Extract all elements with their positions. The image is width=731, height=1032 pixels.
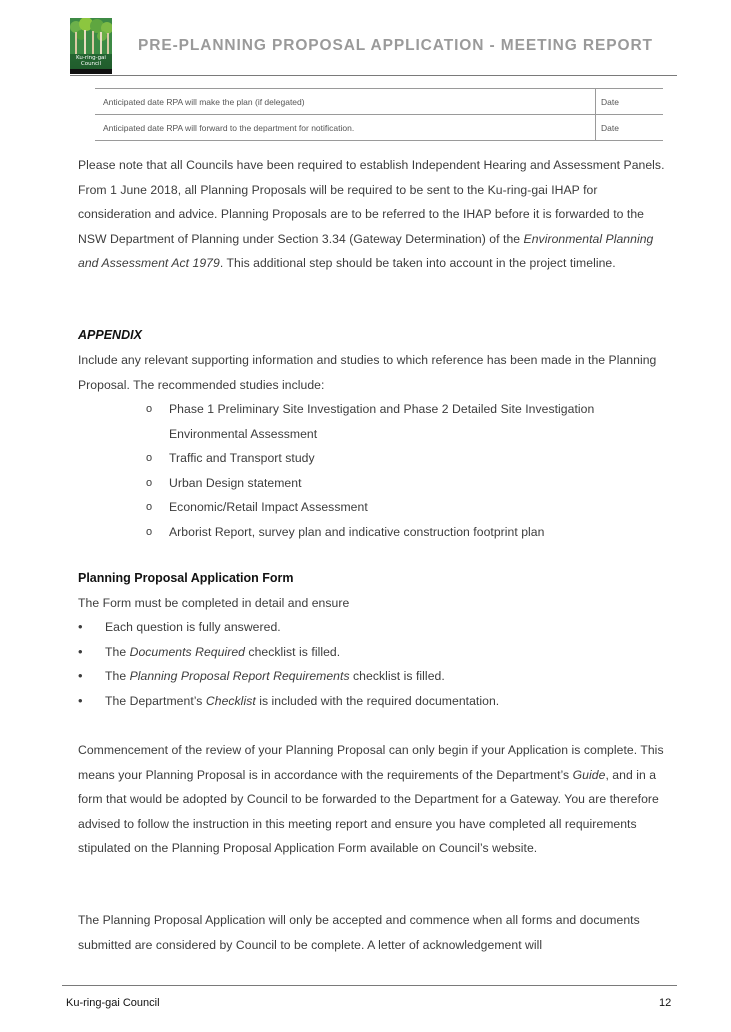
form-section-intro: The Form must be completed in detail and ensure: [78, 596, 350, 610]
council-logo: [70, 18, 112, 74]
table-row: [95, 89, 663, 115]
table-row: [95, 115, 663, 141]
page-header-title: PRE-PLANNING PROPOSAL APPLICATION - MEETING REPORT: [138, 37, 653, 54]
form-section-heading: Planning Proposal Application Form: [78, 571, 294, 585]
footer-divider: [62, 985, 677, 986]
circle-bullet-icon: o: [146, 501, 153, 513]
logo-text: Ku-ring-gai Council: [76, 55, 106, 67]
list-item: o Economic/Retail Impact Assessment: [146, 495, 666, 520]
table-cell-value: Date: [596, 89, 664, 115]
table-cell-label: Anticipated date RPA will forward to the department for notification.: [95, 115, 596, 141]
table-cell-value: Date: [596, 115, 664, 141]
bullet-icon: •: [78, 692, 83, 708]
circle-bullet-icon: o: [146, 403, 153, 415]
table-cell-label: Anticipated date RPA will make the plan (if delegated): [95, 89, 596, 115]
logo-base-bar: [70, 69, 112, 74]
circle-bullet-icon: o: [146, 452, 153, 464]
act-title: Environmental Planning and Assessment Act 1979: [78, 231, 654, 270]
appendix-intro: Include any relevant supporting information and studies to which reference has been made in the Planning Proposal. The recommended studies include:: [78, 353, 657, 392]
bullet-icon: •: [78, 619, 83, 634]
bullet-icon: •: [78, 668, 83, 683]
commencement-paragraph: Commencement of the review of your Planning Proposal can only begin if your Application is complete. This means your Planning Proposal is in accordance with the requirements of the Department’s Guide, and in a form that would be adopted by Council to be forwarded to the Department for a Gateway. You are therefore advised to follow the instruction in this meeting report and ensure you have completed all requirements stipulated on the Planning Proposal Application Form available on Council’s website.: [78, 743, 664, 855]
list-item: • The Documents Required checklist is filled.: [78, 640, 668, 665]
list-item: o Urban Design statement: [146, 471, 666, 496]
acceptance-paragraph: The Planning Proposal Application will only be accepted and commence when all forms and documents submitted are considered by Council to be complete. A letter of acknowledgement will: [78, 913, 640, 952]
list-item: o Arborist Report, survey plan and indicative construction footprint plan: [146, 520, 666, 545]
footer-council-name: Ku-ring-gai Council: [66, 997, 160, 1009]
guide-title: Guide: [572, 767, 606, 782]
list-item: • The Planning Proposal Report Requirements checklist is filled.: [78, 664, 668, 689]
page-number: 12: [659, 997, 672, 1009]
list-item: • Each question is fully answered.: [78, 615, 668, 640]
appendix-study-list: [146, 397, 666, 544]
list-item: o Phase 1 Preliminary Site Investigation and Phase 2 Detailed Site Investigation Environmental Assessment: [146, 397, 666, 446]
trees-logo-icon: [70, 18, 112, 54]
dates-table: [95, 88, 663, 141]
appendix-heading: APPENDIX: [78, 328, 142, 342]
list-item: • The Department’s Checklist is included with the required documentation.: [78, 689, 668, 714]
list-item: o Traffic and Transport study: [146, 446, 666, 471]
bullet-icon: •: [78, 643, 83, 659]
circle-bullet-icon: o: [146, 476, 153, 489]
header-divider: [70, 75, 677, 76]
form-requirements-list: [78, 615, 668, 713]
ihap-paragraph: Please note that all Councils have been required to establish Independent Hearing and Assessment Panels. From 1 June 2018, all Planning Proposals will be required to be sent to the Ku-ring-gai IHAP for consideration and advice. Planning Proposals are to be referred to the IHAP before it is forwarded to the NSW Department of Planning under Section 3.34 (Gateway Determination) of the Environmental Planning and Assessment Act 1979. This additional step should be taken into account in the project timeline.: [78, 158, 665, 270]
circle-bullet-icon: o: [146, 525, 153, 538]
